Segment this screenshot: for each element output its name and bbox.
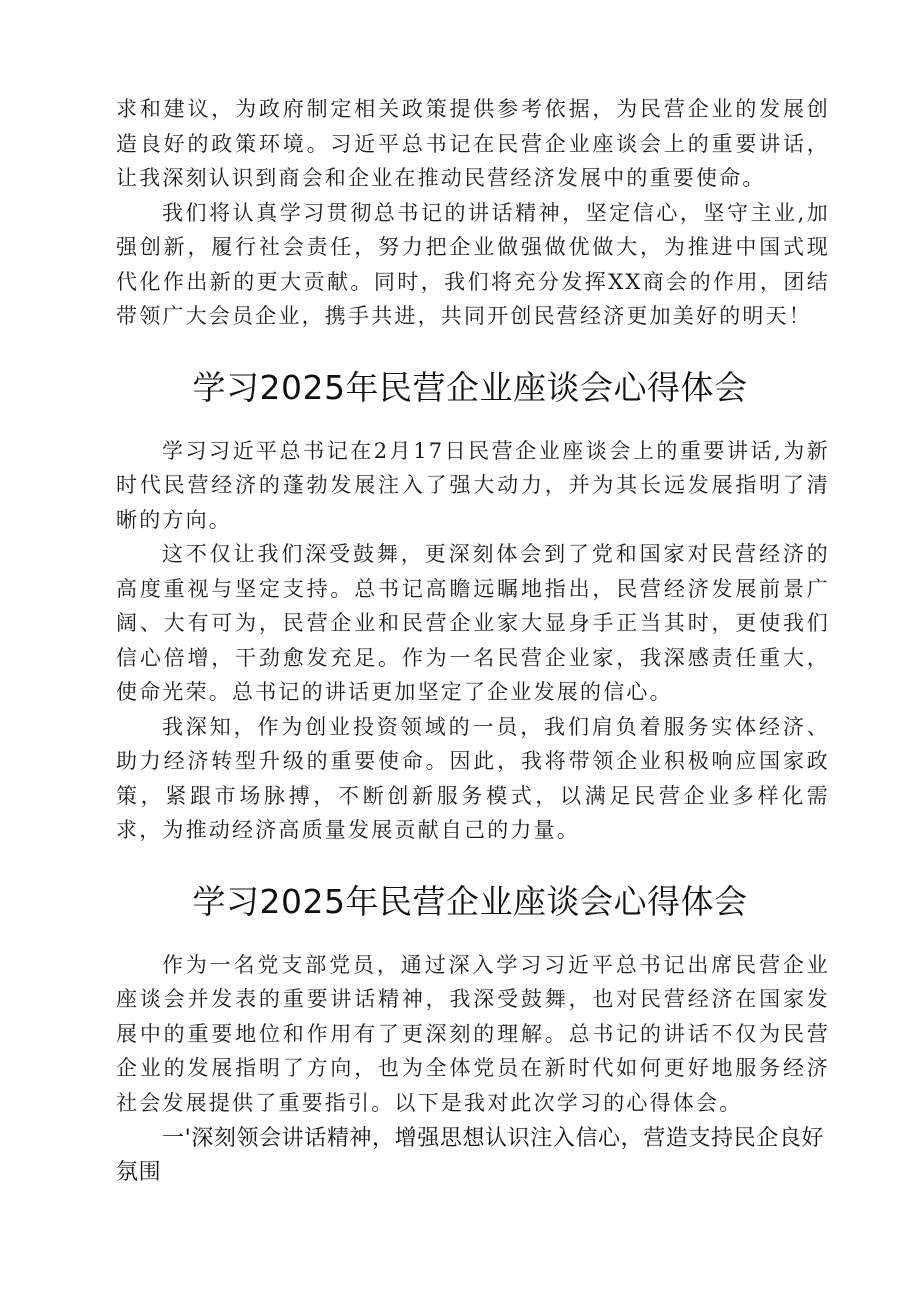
article-2-paragraph-1: 作为一名党支部党员，通过深入学习习近平总书记出席民营企业座谈会并发表的重要讲话精神，我深受鼓舞，也对民营经济在国家发展中的重要地位和作用有了更深刻的理解。总书记的讲话不仅为民营企业的发展指明了方向，也为全体党员在新时代如何更好地服务经济社会发展提供了重要指引。以下是我对此次学习的心得体会。 xyxy=(116,952,830,1115)
article-2-title: 学习2025年民营企业座谈会心得体会 xyxy=(192,881,748,921)
article-1-paragraph-1: 学习习近平总书记在2月17日民营企业座谈会上的重要讲话,为新时代民营经济的蓬勃发展注入了强大动力，并为其长远发展指明了清晰的方向。 xyxy=(116,438,830,532)
intro-paragraph-2: 我们将认真学习贯彻总书记的讲话精神，坚定信心，坚守主业,加强创新，履行社会责任，努力把企业做强做优做大，为推进中国式现代化作出新的更大贡献。同时，我们将充分发挥XX商会的作用，团结带领广大会员企业，携手共进，共同开创民营经济更加美好的明天！ xyxy=(116,200,830,328)
article-1-paragraph-3: 我深知，作为创业投资领域的一员，我们肩负着服务实体经济、助力经济转型升级的重要使命。因此，我将带领企业积极响应国家政策，紧跟市场脉搏，不断创新服务模式，以满足民营企业多样化需求，为推动经济高质量发展贡献自己的力量。 xyxy=(116,714,830,842)
intro-paragraph-1: 求和建议，为政府制定相关政策提供参考依据，为民营企业的发展创造良好的政策环境。习近平总书记在民营企业座谈会上的重要讲话，让我深刻认识到商会和企业在推动民营经济发展中的重要使命。 xyxy=(116,97,830,190)
article-2-section-heading: 一'深刻领会讲话精神，增强思想认识注入信心，营造支持民企良好氛围 xyxy=(116,1126,825,1185)
article-1-title: 学习2025年民营企业座谈会心得体会 xyxy=(192,367,748,407)
article-1-paragraph-2: 这不仅让我们深受鼓舞，更深刻体会到了党和国家对民营经济的高度重视与坚定支持。总书记高瞻远瞩地指出，民营经济发展前景广阔、大有可为，民营企业和民营企业家大显身手正当其时，更使我们信心倍增，干劲愈发充足。作为一名民营企业家，我深感责任重大，使命光荣。总书记的讲话更加坚定了企业发展的信心。 xyxy=(116,542,830,704)
